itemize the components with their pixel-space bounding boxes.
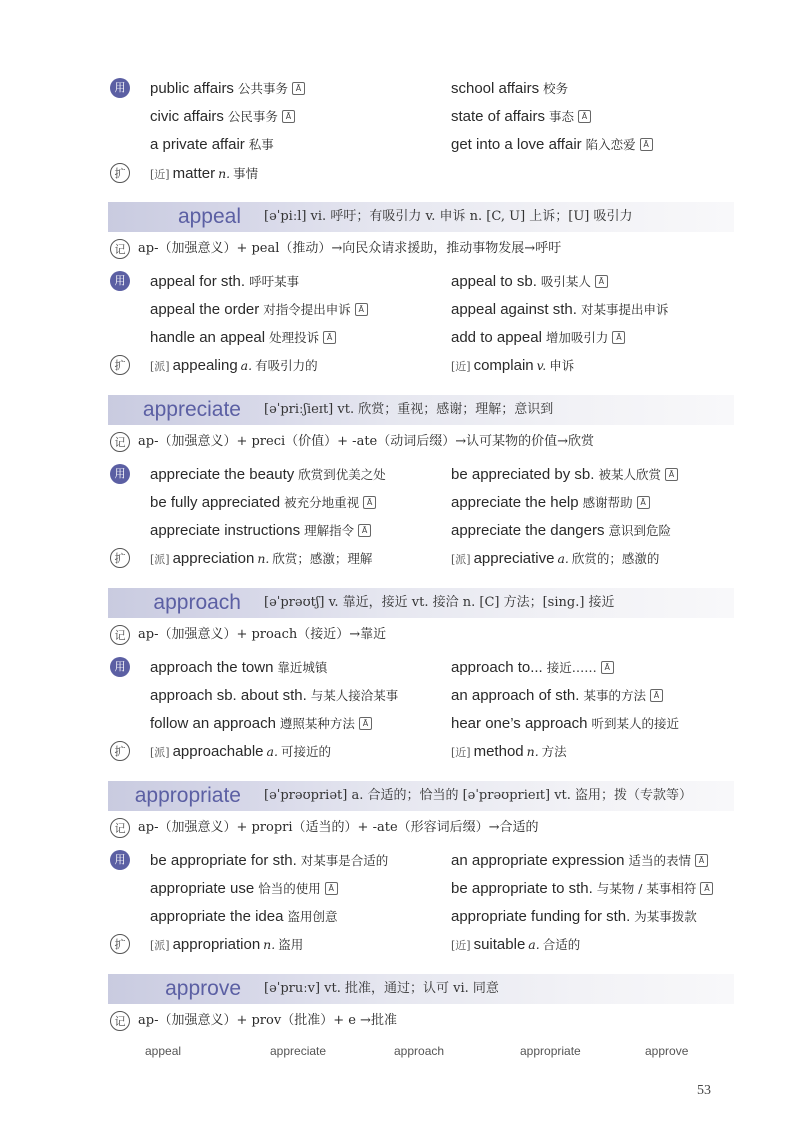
phrase-english: approach sb. about sth. (150, 687, 307, 704)
phrase-chinese: 合适的 (542, 937, 581, 952)
phrase-english: appeal for sth. (150, 273, 246, 290)
etymology-appropriate: ap-（加强意义）+ propri（适当的）+ -ate（形容词后缀）→合适的 (138, 820, 539, 835)
appeal-usage-phrase (451, 324, 625, 350)
phrase-chinese: 增加吸引力 (545, 330, 609, 345)
phrase-english: appeal to sb. (451, 273, 537, 290)
phrase-english: be appreciated by sb. (451, 466, 595, 483)
phrase-english: appeal against sth. (451, 301, 577, 318)
affair-usage-phrase (150, 103, 295, 129)
etymology-appreciate: ap-（加强意义）+ preci（价值）+ -ate（动词后缀）→认可某物的价值→欣赏 (138, 434, 595, 449)
part-of-speech: n. (257, 551, 270, 566)
appropriate-usage-phrase (451, 875, 713, 901)
phrase-chinese: 某事的方法 (583, 688, 646, 703)
phrase-chinese: 适当的表情 (628, 853, 691, 868)
phrase-english: appreciate instructions (150, 522, 301, 539)
footer-word-approach: approach (394, 1044, 445, 1058)
phrase-english: be appropriate for sth. (150, 852, 297, 869)
phrase-english: appropriate the idea (150, 908, 284, 925)
part-of-speech: a. (557, 551, 569, 566)
part-of-speech: n. (263, 937, 276, 952)
headword: approve (165, 977, 241, 1000)
phrase-english: approach the town (150, 659, 274, 676)
etymology-icon: 记 (110, 818, 130, 838)
appreciate-usage-phrase (150, 489, 376, 515)
definition: [əˈpiːl] vi. 呼吁；有吸引力 v. 申诉 n. [C, U] 上诉；[U] 吸引力 (264, 209, 633, 224)
approach-usage-phrase (150, 710, 372, 736)
appeal-usage-phrase (451, 296, 668, 322)
phrase-english: add to appeal (451, 329, 542, 346)
phrase-english: approach to... (451, 659, 543, 676)
phrase-english: appreciate the beauty (150, 466, 295, 483)
audio-mark-icon: Ā (612, 331, 625, 344)
approach-usage-phrase (451, 654, 614, 680)
footer-word-appreciate: appreciate (270, 1044, 327, 1058)
relation-tag: [近] (451, 360, 471, 373)
audio-mark-icon: Ā (282, 110, 295, 123)
phrase-chinese: 遵照某种方法 (279, 716, 355, 731)
appeal-usage-phrase (451, 268, 608, 294)
phrase-chinese: 恰当的使用 (258, 881, 321, 896)
phrase-chinese: 接近…… (546, 660, 597, 675)
audio-mark-icon: Ā (325, 882, 338, 895)
entry-header-approach (108, 588, 734, 618)
phrase-chinese: 有吸引力的 (255, 358, 318, 373)
phrase-english: complain (473, 357, 534, 374)
phrase-english: suitable (473, 936, 526, 953)
appropriate-usage-phrase (451, 903, 697, 929)
headword: appreciate (142, 398, 241, 421)
entry-header-appreciate (108, 395, 734, 425)
appeal-usage-phrase (150, 296, 368, 322)
phrase-english: appreciation (172, 550, 255, 567)
audio-mark-icon: Ā (650, 689, 663, 702)
audio-mark-icon: Ā (700, 882, 713, 895)
etymology-icon: 记 (110, 1011, 130, 1031)
phrase-english: appropriate funding for sth. (451, 908, 631, 925)
phrase-english: a private affair (150, 136, 245, 153)
appropriate-extension (451, 931, 580, 957)
usage-icon: 用 (110, 657, 130, 677)
phrase-english: appropriation (172, 936, 261, 953)
phrase-chinese: 事态 (548, 109, 574, 124)
audio-mark-icon: Ā (323, 331, 336, 344)
appreciate-extension (150, 545, 372, 571)
etymology-approve: ap-（加强意义）+ prov（批准）+ e →批准 (138, 1013, 397, 1028)
approach-usage-phrase (451, 682, 663, 708)
phrase-chinese: 方法 (541, 744, 567, 759)
phrase-english: appeal the order (150, 301, 260, 318)
affair-usage-phrase (150, 75, 305, 101)
audio-mark-icon: Ā (601, 661, 614, 674)
phrase-english: appreciate the dangers (451, 522, 605, 539)
phrase-chinese: 呼吁某事 (249, 274, 300, 289)
phrase-english: an appropriate expression (451, 852, 625, 869)
approach-usage-phrase (150, 654, 327, 680)
phrase-chinese: 公民事务 (227, 109, 278, 124)
headword: appeal (177, 205, 241, 228)
extension-icon: 扩 (110, 934, 130, 954)
appropriate-usage-phrase (150, 847, 388, 873)
phrase-english: method (473, 743, 524, 760)
relation-tag: [近] (150, 168, 170, 181)
phrase-english: an approach of sth. (451, 687, 580, 704)
etymology-icon: 记 (110, 239, 130, 259)
audio-mark-icon: Ā (695, 854, 708, 867)
approach-usage-phrase (150, 682, 398, 708)
page-number: 53 (697, 1083, 711, 1098)
phrase-chinese: 感谢帮助 (582, 495, 633, 510)
usage-icon: 用 (110, 78, 130, 98)
affair-usage-phrase (451, 75, 568, 101)
phrase-chinese: 听到某人的接近 (591, 716, 680, 731)
etymology-icon: 记 (110, 432, 130, 452)
entry-header-appeal (108, 202, 734, 232)
audio-mark-icon: Ā (578, 110, 591, 123)
part-of-speech: n. (218, 166, 231, 181)
audio-mark-icon: Ā (292, 82, 305, 95)
phrase-chinese: 与某物 / 某事相符 (596, 881, 697, 896)
appreciate-usage-phrase (451, 461, 678, 487)
phrase-chinese: 公共事务 (237, 81, 288, 96)
affair-extension (150, 160, 258, 186)
extension-icon: 扩 (110, 355, 130, 375)
phrase-english: state of affairs (451, 108, 545, 125)
phrase-chinese: 对某事是合适的 (300, 853, 389, 868)
relation-tag: [派] (150, 746, 170, 759)
relation-tag: [派] (451, 553, 471, 566)
audio-mark-icon: Ā (358, 524, 371, 537)
entry-header-approve (108, 974, 734, 1004)
phrase-chinese: 意识到危险 (608, 523, 671, 538)
affair-usage-phrase (451, 103, 591, 129)
approach-usage-phrase (451, 710, 679, 736)
affair-usage-phrase (451, 131, 653, 157)
audio-mark-icon: Ā (665, 468, 678, 481)
audio-mark-icon: Ā (363, 496, 376, 509)
appreciate-usage-phrase (451, 517, 671, 543)
phrase-english: get into a love affair (451, 136, 582, 153)
part-of-speech: a. (240, 358, 253, 373)
approach-extension (150, 738, 331, 764)
audio-mark-icon: Ā (355, 303, 368, 316)
phrase-chinese: 与某人接洽某事 (310, 688, 399, 703)
etymology-icon: 记 (110, 625, 130, 645)
phrase-chinese: 吸引某人 (540, 274, 591, 289)
definition: [əˈprəʊtʃ] v. 靠近，接近 vt. 接洽 n. [C] 方法；[sing.] 接近 (264, 595, 615, 610)
phrase-chinese: 事情 (233, 166, 259, 181)
appreciate-usage-phrase (451, 489, 650, 515)
phrase-chinese: 欣赏到优美之处 (298, 467, 386, 482)
phrase-chinese: 处理投诉 (269, 330, 320, 345)
phrase-chinese: 可接近的 (280, 744, 331, 759)
phrase-chinese: 校务 (543, 81, 569, 96)
relation-tag: [派] (150, 939, 170, 952)
usage-icon: 用 (110, 850, 130, 870)
phrase-chinese: 申诉 (549, 358, 575, 373)
appreciate-usage-phrase (150, 461, 386, 487)
etymology-approach: ap-（加强意义）+ proach（接近）→靠近 (138, 627, 387, 642)
appropriate-usage-phrase (150, 903, 337, 929)
phrase-chinese: 理解指令 (304, 523, 355, 538)
phrase-english: matter (172, 165, 216, 182)
part-of-speech: n. (526, 744, 539, 759)
entry-header-appropriate (108, 781, 734, 811)
relation-tag: [近] (451, 746, 471, 759)
definition: [əˈpruːv] vt. 批准，通过；认可 vi. 同意 (264, 981, 499, 996)
relation-tag: [派] (150, 360, 170, 373)
footer-word-appeal: appeal (145, 1044, 182, 1058)
phrase-chinese: 被某人欣赏 (598, 467, 661, 482)
extension-icon: 扩 (110, 741, 130, 761)
phrase-chinese: 对指令提出申诉 (263, 302, 351, 317)
etymology-appeal: ap-（加强意义）+ peal（推动）→向民众请求援助，推动事物发展→呼吁 (138, 241, 562, 256)
audio-mark-icon: Ā (637, 496, 650, 509)
phrase-english: approachable (172, 743, 264, 760)
phrase-english: appreciate the help (451, 494, 579, 511)
headword: appropriate (134, 784, 241, 807)
definition: [əˈprəʊpriət] a. 合适的；恰当的 [əˈprəʊprieɪt] vt. 盗用；拨（专款等） (264, 788, 693, 803)
relation-tag: [近] (451, 939, 471, 952)
appropriate-usage-phrase (150, 875, 338, 901)
phrase-english: handle an appeal (150, 329, 266, 346)
appropriate-usage-phrase (451, 847, 708, 873)
phrase-chinese: 为某事拨款 (634, 909, 697, 924)
footer-word-appropriate: appropriate (520, 1044, 581, 1058)
headword: approach (153, 591, 241, 614)
phrase-english: be appropriate to sth. (451, 880, 593, 897)
part-of-speech: v. (536, 358, 547, 373)
phrase-chinese: 盗用创意 (287, 909, 338, 924)
relation-tag: [派] (150, 553, 170, 566)
phrase-chinese: 盗用 (278, 937, 304, 952)
affair-usage-phrase (150, 131, 274, 157)
appreciate-extension (451, 545, 659, 571)
part-of-speech: a. (266, 744, 278, 759)
extension-icon: 扩 (110, 163, 130, 183)
phrase-english: be fully appreciated (150, 494, 281, 511)
usage-icon: 用 (110, 271, 130, 291)
phrase-english: school affairs (451, 80, 540, 97)
audio-mark-icon: Ā (595, 275, 608, 288)
appeal-extension (451, 352, 574, 378)
usage-icon: 用 (110, 464, 130, 484)
appeal-usage-phrase (150, 324, 336, 350)
definition: [əˈpriːʃieɪt] vt. 欣赏；重视；感谢；理解；意识到 (264, 402, 554, 417)
part-of-speech: a. (528, 937, 540, 952)
audio-mark-icon: Ā (359, 717, 372, 730)
phrase-chinese: 私事 (248, 137, 274, 152)
extension-icon: 扩 (110, 548, 130, 568)
approach-extension (451, 738, 567, 764)
appropriate-extension (150, 931, 303, 957)
audio-mark-icon: Ā (640, 138, 653, 151)
appeal-usage-phrase (150, 268, 299, 294)
phrase-english: appreciative (473, 550, 555, 567)
appreciate-usage-phrase (150, 517, 371, 543)
phrase-english: appealing (172, 357, 238, 374)
phrase-chinese: 被充分地重视 (284, 495, 360, 510)
phrase-chinese: 靠近城镇 (277, 660, 328, 675)
footer-word-approve: approve (645, 1044, 689, 1058)
phrase-chinese: 陷入恋爱 (585, 137, 636, 152)
phrase-chinese: 欣赏；感激；理解 (272, 551, 373, 566)
phrase-english: public affairs (150, 80, 234, 97)
phrase-english: appropriate use (150, 880, 255, 897)
appeal-extension (150, 352, 318, 378)
phrase-english: follow an approach (150, 715, 276, 732)
phrase-english: hear one’s approach (451, 715, 588, 732)
phrase-english: civic affairs (150, 108, 224, 125)
phrase-chinese: 对某事提出申诉 (580, 302, 669, 317)
phrase-chinese: 欣赏的；感激的 (571, 551, 660, 566)
